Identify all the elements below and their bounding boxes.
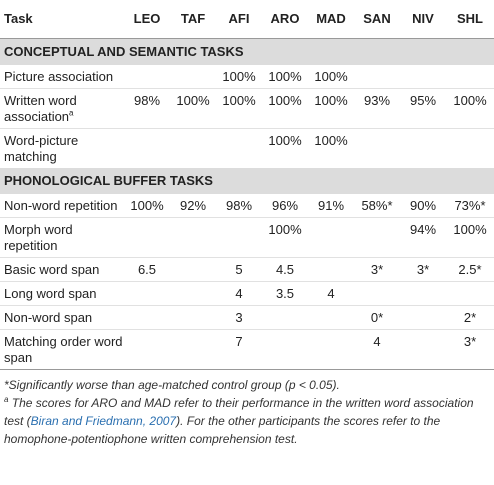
score-cell: 100%	[268, 132, 302, 148]
score-cell: 100%	[308, 88, 354, 128]
score-cell	[124, 217, 170, 257]
score-cell	[354, 128, 400, 168]
table-body	[0, 38, 494, 369]
score-cell	[124, 305, 170, 329]
row-label	[0, 257, 124, 281]
table-row	[0, 128, 494, 168]
score-cell	[170, 329, 216, 369]
row-label-text: Morph word repetition	[4, 221, 73, 253]
score-cell	[308, 305, 354, 329]
header-participant: SAN	[354, 0, 400, 38]
score-cell: 98%	[124, 88, 170, 128]
table-header	[0, 0, 494, 38]
row-label-text: Picture association	[4, 68, 114, 84]
table-row	[0, 305, 494, 329]
row-label-text: Long word span	[4, 285, 97, 301]
score-cell: 4	[216, 281, 262, 305]
score-cell: 3*	[354, 257, 400, 281]
score-cell	[262, 329, 308, 369]
footnote-a	[4, 394, 490, 448]
score-cell	[124, 329, 170, 369]
score-cell	[216, 128, 262, 168]
score-cell: 2*	[446, 305, 494, 329]
score-cell	[262, 305, 308, 329]
row-label-text: Basic word span	[4, 261, 100, 277]
score-cell	[446, 128, 494, 168]
score-cell: 100%	[170, 88, 216, 128]
score-cell	[400, 65, 446, 89]
score-cell: 100%	[308, 65, 354, 89]
score-cell	[400, 128, 446, 168]
row-label	[0, 281, 124, 305]
row-label	[0, 305, 124, 329]
score-cell	[400, 281, 446, 305]
score-cell: 100%	[262, 217, 308, 257]
row-label	[0, 217, 124, 257]
section-header	[0, 168, 494, 194]
row-label	[0, 194, 124, 218]
score-cell	[308, 217, 354, 257]
score-cell	[170, 65, 216, 89]
score-cell: 98%	[216, 194, 262, 218]
row-label-text: Matching order word span	[4, 333, 123, 365]
score-cell	[170, 257, 216, 281]
section-title: PHONOLOGICAL BUFFER TASKS	[0, 168, 494, 194]
header-participant: NIV	[400, 0, 446, 38]
score-cell	[170, 281, 216, 305]
table-row	[0, 329, 494, 369]
score-cell	[400, 305, 446, 329]
score-cell: 73%*	[446, 194, 494, 218]
score-cell	[124, 281, 170, 305]
score-cell	[124, 128, 170, 168]
score-cell: 58%*	[354, 194, 400, 218]
row-label-text: Word-picture matching	[4, 132, 79, 164]
citation-link[interactable]: Biran and Friedmann, 2007	[30, 413, 177, 428]
score-cell: 92%	[170, 194, 216, 218]
score-cell: 4.5	[262, 257, 308, 281]
score-cell: 100%	[216, 65, 262, 89]
score-cell	[170, 217, 216, 257]
row-label	[0, 88, 124, 128]
table-row	[0, 217, 494, 257]
score-cell: 0*	[354, 305, 400, 329]
header-task: Task	[0, 0, 124, 38]
row-label-sup: a	[69, 108, 74, 118]
score-cell	[124, 65, 170, 89]
score-cell: 100%	[124, 194, 170, 218]
row-label-text: Written word association	[4, 92, 77, 124]
header-participant: TAF	[170, 0, 216, 38]
table-row	[0, 194, 494, 218]
score-cell: 3	[216, 305, 262, 329]
row-label	[0, 65, 124, 89]
score-cell: 100%	[446, 88, 494, 128]
score-cell: 95%	[400, 88, 446, 128]
score-cell: 96%	[262, 194, 308, 218]
score-cell: 90%	[400, 194, 446, 218]
score-cell: 3.5	[262, 281, 308, 305]
score-cell	[354, 65, 400, 89]
score-cell: 4	[308, 281, 354, 305]
table-row	[0, 281, 494, 305]
header-participant: LEO	[124, 0, 170, 38]
score-cell: 4	[373, 333, 381, 349]
score-cell	[446, 65, 494, 89]
footnote-significance: *Significantly worse than age-matched control group (p < 0.05).	[4, 377, 340, 392]
row-label	[0, 128, 124, 168]
score-cell: 100%	[262, 65, 308, 89]
table-notes	[0, 369, 494, 448]
score-cell: 2.5*	[446, 257, 494, 281]
header-participant: SHL	[446, 0, 494, 38]
section-title: CONCEPTUAL AND SEMANTIC TASKS	[0, 38, 494, 65]
score-cell: 100%	[262, 88, 308, 128]
row-label-text: Non-word span	[4, 309, 93, 325]
score-cell: 3*	[463, 333, 477, 349]
score-cell	[446, 281, 494, 305]
score-cell: 94%	[400, 217, 446, 257]
table-row	[0, 257, 494, 281]
header-participant: AFI	[216, 0, 262, 38]
section-header	[0, 38, 494, 65]
footnote-a-text-end: ). For the other participants the scores refer to the homophone-potentiophone written comprehension test.	[4, 413, 441, 446]
row-label-text: Non-word repetition	[4, 197, 118, 213]
row-label	[0, 329, 124, 369]
score-cell	[354, 217, 400, 257]
score-cell	[400, 329, 446, 369]
score-cell: 5	[216, 257, 262, 281]
footnote-a-marker: a	[4, 394, 9, 404]
score-cell: 91%	[308, 194, 354, 218]
score-cell	[216, 217, 262, 257]
score-cell	[170, 305, 216, 329]
score-cell: 100%	[446, 217, 494, 257]
score-cell	[170, 128, 216, 168]
table-row	[0, 65, 494, 89]
score-cell	[308, 257, 354, 281]
score-cell: 3*	[400, 257, 446, 281]
score-cell: 93%	[354, 88, 400, 128]
score-cell: 6.5	[124, 257, 170, 281]
score-cell	[308, 329, 354, 369]
score-cell: 7	[235, 333, 243, 349]
score-cell	[354, 281, 400, 305]
footnote-a-text: The scores for ARO and MAD refer to their performance in the written word association test (	[4, 395, 474, 428]
score-cell: 100%	[216, 88, 262, 128]
header-participant: ARO	[262, 0, 308, 38]
header-row	[0, 0, 494, 38]
table-row	[0, 88, 494, 128]
header-participant: MAD	[308, 0, 354, 38]
score-cell: 100%	[314, 132, 348, 148]
